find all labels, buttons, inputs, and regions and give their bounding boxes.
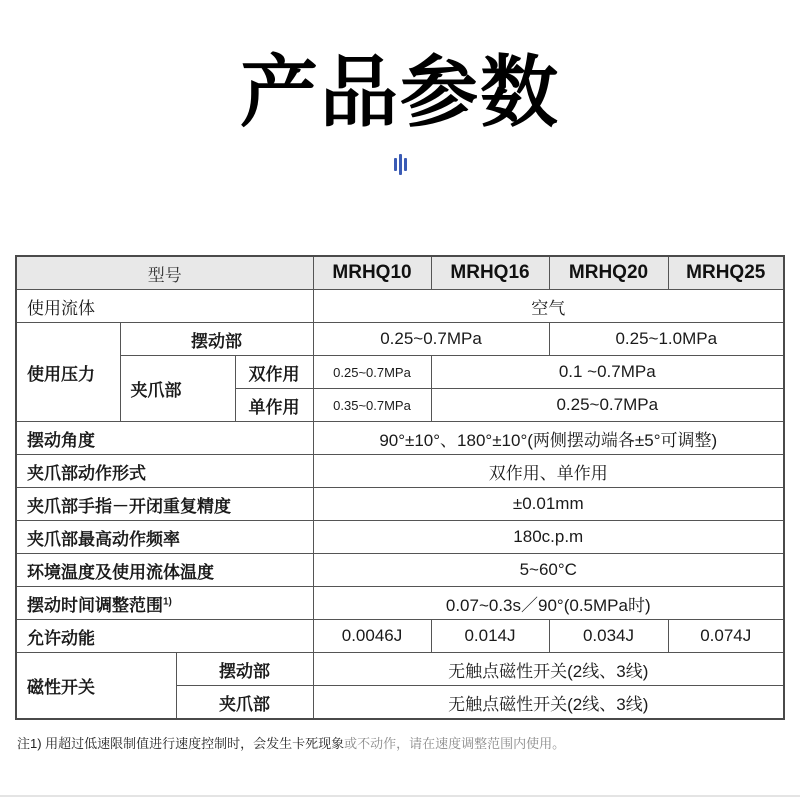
row-label: 夹爪部动作形式 bbox=[16, 455, 313, 488]
model-mrhq25: MRHQ25 bbox=[668, 256, 784, 290]
row-value: 0.034J bbox=[549, 620, 668, 653]
bottom-divider bbox=[0, 795, 800, 797]
row-label: 夹爪部手指－开闭重复精度 bbox=[16, 488, 313, 521]
row-label: 夹爪部最高动作频率 bbox=[16, 521, 313, 554]
table-row-swing-angle bbox=[16, 422, 784, 455]
row-value: 0.25~0.7MPa bbox=[431, 389, 784, 422]
sub-label-swing: 摆动部 bbox=[120, 323, 313, 356]
sub-label-swing: 摆动部 bbox=[176, 653, 313, 686]
divider-bars-icon bbox=[393, 153, 409, 175]
sub-label-single: 单作用 bbox=[235, 389, 313, 422]
page-title: 产品参数 bbox=[239, 48, 560, 138]
table-row-kinetic-energy bbox=[16, 620, 784, 653]
row-value: 0.35~0.7MPa bbox=[313, 389, 431, 422]
table-row-swing-time bbox=[16, 587, 784, 620]
row-value: 0.074J bbox=[668, 620, 784, 653]
row-value: 90°±10°、180°±10°(两侧摆动端各±5°可调整) bbox=[313, 422, 784, 455]
row-label: 使用流体 bbox=[16, 290, 313, 323]
table-row-pressure-swing bbox=[16, 323, 784, 356]
table-row-temperature bbox=[16, 554, 784, 587]
footnote-text: 注1) 用超过低速限制值进行速度控制时，会发生卡死现象 bbox=[17, 736, 345, 751]
row-label: 允许动能 bbox=[16, 620, 313, 653]
row-label-text: 摆动时间调整范围 bbox=[27, 595, 163, 615]
row-value: 0.1 ~0.7MPa bbox=[431, 356, 784, 389]
row-label-pressure: 使用压力 bbox=[16, 323, 120, 422]
model-mrhq16: MRHQ16 bbox=[431, 256, 549, 290]
row-value: 0.0046J bbox=[313, 620, 431, 653]
model-mrhq10: MRHQ10 bbox=[313, 256, 431, 290]
sub-label-gripper: 夹爪部 bbox=[120, 356, 235, 422]
row-value: 180c.p.m bbox=[313, 521, 784, 554]
table-header-row bbox=[16, 256, 784, 290]
table-row-fluid bbox=[16, 290, 784, 323]
row-value: 无触点磁性开关(2线、3线) bbox=[313, 686, 784, 720]
footnote-marker: 1) bbox=[163, 595, 172, 607]
row-value: 5~60°C bbox=[313, 554, 784, 587]
row-value: 无触点磁性开关(2线、3线) bbox=[313, 653, 784, 686]
row-value: 0.07~0.3s／90°(0.5MPa时) bbox=[313, 587, 784, 620]
footnote-text-faded: 或不动作，请在速度调整范围内使用。 bbox=[344, 736, 566, 751]
row-value: 双作用、单作用 bbox=[313, 455, 784, 488]
table-row-repeatability bbox=[16, 488, 784, 521]
row-value: 空气 bbox=[313, 290, 784, 323]
row-value: 0.25~0.7MPa bbox=[313, 323, 549, 356]
row-value: 0.014J bbox=[431, 620, 549, 653]
table-row-max-frequency bbox=[16, 521, 784, 554]
row-label: 环境温度及使用流体温度 bbox=[16, 554, 313, 587]
table-row-switch-swing bbox=[16, 653, 784, 686]
spec-table bbox=[15, 255, 785, 720]
row-value: ±0.01mm bbox=[313, 488, 784, 521]
row-label bbox=[16, 587, 313, 620]
row-value: 0.25~1.0MPa bbox=[549, 323, 784, 356]
sub-label-double: 双作用 bbox=[235, 356, 313, 389]
model-header-label: 型号 bbox=[16, 256, 313, 290]
row-label-switch: 磁性开关 bbox=[16, 653, 176, 720]
footnote bbox=[17, 733, 565, 752]
sub-label-gripper: 夹爪部 bbox=[176, 686, 313, 720]
table-row-action-type bbox=[16, 455, 784, 488]
model-mrhq20: MRHQ20 bbox=[549, 256, 668, 290]
row-label: 摆动角度 bbox=[16, 422, 313, 455]
row-value: 0.25~0.7MPa bbox=[313, 356, 431, 389]
table-row-pressure-double bbox=[16, 356, 784, 389]
